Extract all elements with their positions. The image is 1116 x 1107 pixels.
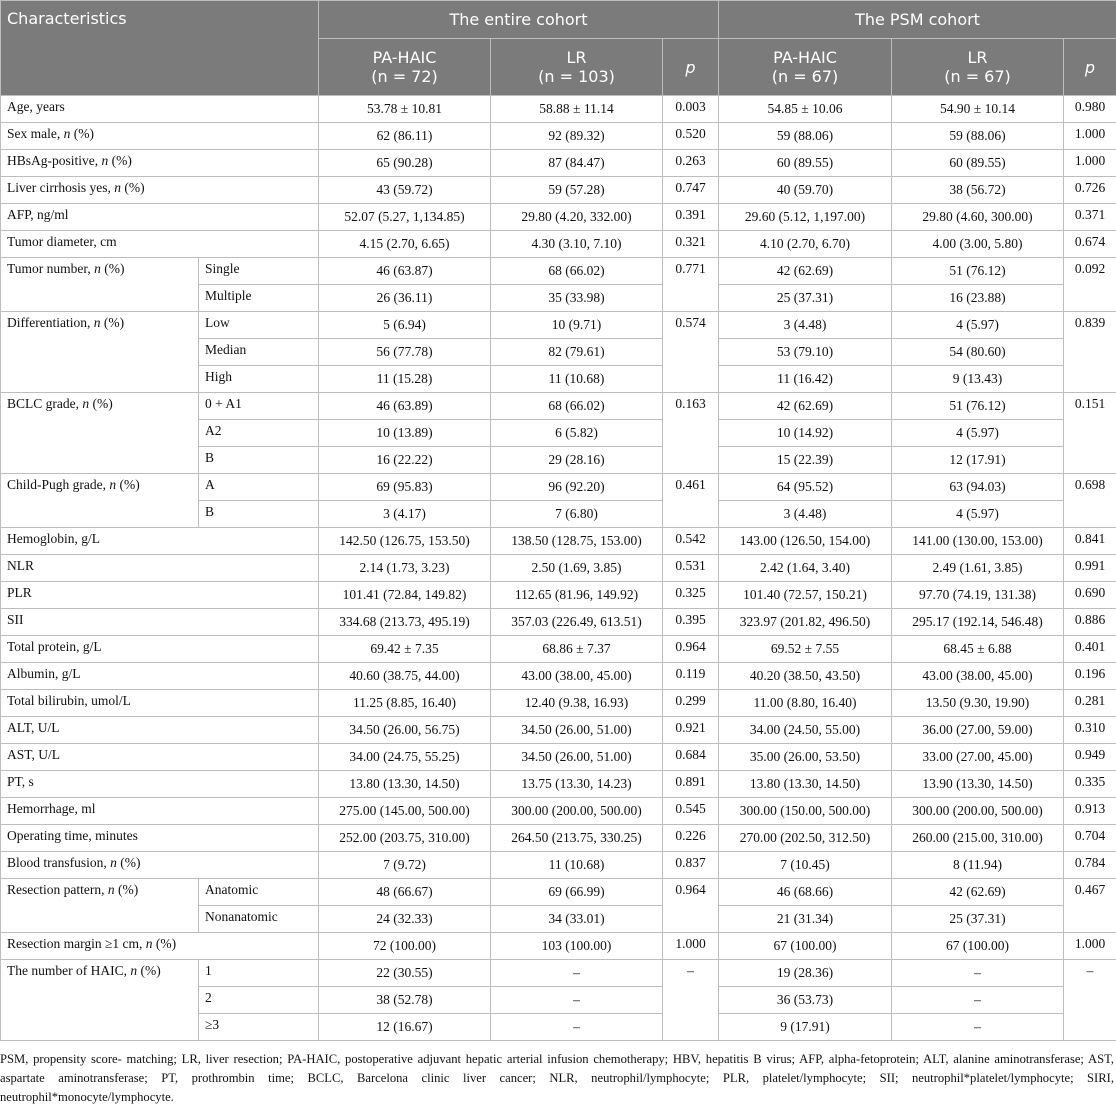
row-label: Total bilirubin, umol/L [1, 690, 319, 717]
value-entire-lr: 12.40 (9.38, 16.93) [491, 690, 663, 717]
value-psm-lr: 4.00 (3.00, 5.80) [892, 231, 1064, 258]
row-sublabel: A [199, 474, 319, 501]
value-entire-pa-haic: 2.14 (1.73, 3.23) [319, 555, 491, 582]
row-sublabel: A2 [199, 420, 319, 447]
p-value-entire: 0.226 [663, 825, 719, 852]
table-row [1, 150, 1116, 177]
value-psm-pa-haic: 25 (37.31) [719, 285, 892, 312]
value-entire-pa-haic: 4.15 (2.70, 6.65) [319, 231, 491, 258]
value-psm-lr: 300.00 (200.00, 500.00) [892, 798, 1064, 825]
p-value-psm: 0.839 [1064, 312, 1116, 393]
table-footnote: PSM, propensity score- matching; LR, liver resection; PA-HAIC, postoperative adjuvant hepatic arterial infusion chemotherapy; HBV, hepatitis B virus; AFP, alpha-fetoprotein; ALT, alanine aminotransferase; AST, aspartate aminotransferase; PT, prothrombin time; BCLC, Barcelona clinic liver cancer; NLR, neutrophil/lymphocyte; PLR, platelet/lymphocyte; SII; neutrophil*platelet/lymphocyte; SIRI, neutrophil*monocyte/lymphocyte. [0, 1050, 1116, 1107]
value-entire-pa-haic: 7 (9.72) [319, 852, 491, 879]
value-psm-lr: 97.70 (74.19, 131.38) [892, 582, 1064, 609]
value-entire-pa-haic: 11 (15.28) [319, 366, 491, 393]
row-label: NLR [1, 555, 319, 582]
value-psm-pa-haic: 11.00 (8.80, 16.40) [719, 690, 892, 717]
value-entire-pa-haic: 69 (95.83) [319, 474, 491, 501]
table-row [1, 636, 1116, 663]
value-psm-lr: – [892, 960, 1064, 987]
table-row [1, 933, 1116, 960]
value-psm-pa-haic: 36 (53.73) [719, 987, 892, 1014]
row-label: AFP, ng/ml [1, 204, 319, 231]
value-entire-pa-haic: 48 (66.67) [319, 879, 491, 906]
table-row [1, 690, 1116, 717]
p-value-psm: 0.196 [1064, 663, 1116, 690]
column-header-entire-pa-haic [319, 39, 491, 96]
row-label: Age, years [1, 96, 319, 123]
column-header-entire-p [663, 39, 719, 96]
value-psm-pa-haic: 60 (89.55) [719, 150, 892, 177]
table-row [1, 852, 1116, 879]
value-entire-lr: 34.50 (26.00, 51.00) [491, 744, 663, 771]
p-value-entire: 0.325 [663, 582, 719, 609]
table-row [1, 528, 1116, 555]
value-entire-lr: 68 (66.02) [491, 393, 663, 420]
value-entire-lr: 34 (33.01) [491, 906, 663, 933]
value-psm-lr: 63 (94.03) [892, 474, 1064, 501]
column-header-entire-lr [491, 39, 663, 96]
row-sublabel: ≥3 [199, 1014, 319, 1041]
column-header-name: PA-HAIC [725, 48, 885, 67]
value-entire-lr: 357.03 (226.49, 613.51) [491, 609, 663, 636]
p-value-psm: 0.784 [1064, 852, 1116, 879]
value-psm-lr: 38 (56.72) [892, 177, 1064, 204]
p-value-psm: 1.000 [1064, 123, 1116, 150]
value-entire-pa-haic: 3 (4.17) [319, 501, 491, 528]
value-psm-pa-haic: 40.20 (38.50, 43.50) [719, 663, 892, 690]
value-psm-lr: 29.80 (4.60, 300.00) [892, 204, 1064, 231]
value-psm-lr: 54.90 ± 10.14 [892, 96, 1064, 123]
value-psm-pa-haic: 42 (62.69) [719, 393, 892, 420]
value-psm-pa-haic: 101.40 (72.57, 150.21) [719, 582, 892, 609]
p-value-entire: 0.163 [663, 393, 719, 474]
value-psm-pa-haic: 11 (16.42) [719, 366, 892, 393]
value-entire-pa-haic: 5 (6.94) [319, 312, 491, 339]
value-psm-pa-haic: 64 (95.52) [719, 474, 892, 501]
table-row [1, 825, 1116, 852]
p-value-psm: 0.690 [1064, 582, 1116, 609]
value-entire-lr: 43.00 (38.00, 45.00) [491, 663, 663, 690]
value-entire-lr: 112.65 (81.96, 149.92) [491, 582, 663, 609]
p-value-psm: 0.371 [1064, 204, 1116, 231]
row-sublabel: Median [199, 339, 319, 366]
column-header-name: p [1070, 58, 1110, 77]
value-psm-pa-haic: 53 (79.10) [719, 339, 892, 366]
value-entire-pa-haic: 34.00 (24.75, 55.25) [319, 744, 491, 771]
value-entire-lr: 11 (10.68) [491, 366, 663, 393]
value-entire-lr: 29 (28.16) [491, 447, 663, 474]
value-entire-pa-haic: 62 (86.11) [319, 123, 491, 150]
value-psm-pa-haic: 46 (68.66) [719, 879, 892, 906]
value-entire-pa-haic: 40.60 (38.75, 44.00) [319, 663, 491, 690]
column-header-name: PA-HAIC [325, 48, 484, 67]
value-psm-lr: 68.45 ± 6.88 [892, 636, 1064, 663]
value-entire-lr: 10 (9.71) [491, 312, 663, 339]
p-value-entire: 0.574 [663, 312, 719, 393]
table-row [1, 474, 1116, 501]
p-value-psm: 0.991 [1064, 555, 1116, 582]
value-psm-pa-haic: 59 (88.06) [719, 123, 892, 150]
value-psm-lr: 141.00 (130.00, 153.00) [892, 528, 1064, 555]
table-body [1, 96, 1116, 1041]
row-label: Blood transfusion, n (%) [1, 852, 319, 879]
row-sublabel: Single [199, 258, 319, 285]
value-entire-pa-haic: 13.80 (13.30, 14.50) [319, 771, 491, 798]
column-header-name: LR [898, 48, 1057, 67]
column-header-n: (n = 67) [725, 67, 885, 86]
value-psm-lr: 9 (13.43) [892, 366, 1064, 393]
table-row [1, 555, 1116, 582]
header-entire-cohort: The entire cohort [319, 1, 719, 39]
value-entire-lr: 2.50 (1.69, 3.85) [491, 555, 663, 582]
value-entire-lr: 59 (57.28) [491, 177, 663, 204]
value-psm-lr: 295.17 (192.14, 546.48) [892, 609, 1064, 636]
row-label: Hemoglobin, g/L [1, 528, 319, 555]
value-psm-lr: – [892, 987, 1064, 1014]
value-entire-lr: 4.30 (3.10, 7.10) [491, 231, 663, 258]
row-label: AST, U/L [1, 744, 319, 771]
row-sublabel: 1 [199, 960, 319, 987]
value-psm-pa-haic: 34.00 (24.50, 55.00) [719, 717, 892, 744]
value-entire-pa-haic: 46 (63.89) [319, 393, 491, 420]
table-row [1, 582, 1116, 609]
value-entire-pa-haic: 65 (90.28) [319, 150, 491, 177]
p-value-psm: 1.000 [1064, 150, 1116, 177]
value-entire-lr: 300.00 (200.00, 500.00) [491, 798, 663, 825]
p-value-entire: 0.771 [663, 258, 719, 312]
value-entire-pa-haic: 12 (16.67) [319, 1014, 491, 1041]
value-entire-pa-haic: 275.00 (145.00, 500.00) [319, 798, 491, 825]
value-psm-lr: 4 (5.97) [892, 501, 1064, 528]
row-label: HBsAg-positive, n (%) [1, 150, 319, 177]
p-value-entire: 0.395 [663, 609, 719, 636]
table-row [1, 609, 1116, 636]
value-psm-lr: 51 (76.12) [892, 258, 1064, 285]
row-label: Liver cirrhosis yes, n (%) [1, 177, 319, 204]
table-row [1, 879, 1116, 906]
value-entire-pa-haic: 10 (13.89) [319, 420, 491, 447]
value-psm-pa-haic: 300.00 (150.00, 500.00) [719, 798, 892, 825]
value-entire-lr: 103 (100.00) [491, 933, 663, 960]
value-entire-lr: 68 (66.02) [491, 258, 663, 285]
value-psm-lr: 43.00 (38.00, 45.00) [892, 663, 1064, 690]
value-entire-pa-haic: 43 (59.72) [319, 177, 491, 204]
value-entire-lr: 96 (92.20) [491, 474, 663, 501]
value-psm-lr: 2.49 (1.61, 3.85) [892, 555, 1064, 582]
value-entire-lr: 87 (84.47) [491, 150, 663, 177]
p-value-entire: 0.321 [663, 231, 719, 258]
row-sublabel: B [199, 501, 319, 528]
value-entire-lr: – [491, 960, 663, 987]
value-entire-lr: 58.88 ± 11.14 [491, 96, 663, 123]
p-value-entire: 0.391 [663, 204, 719, 231]
value-psm-pa-haic: 67 (100.00) [719, 933, 892, 960]
row-sublabel: 2 [199, 987, 319, 1014]
value-entire-pa-haic: 34.50 (26.00, 56.75) [319, 717, 491, 744]
p-value-entire: 0.003 [663, 96, 719, 123]
p-value-psm: 0.949 [1064, 744, 1116, 771]
row-label: Sex male, n (%) [1, 123, 319, 150]
value-psm-lr: 25 (37.31) [892, 906, 1064, 933]
value-entire-lr: 138.50 (128.75, 153.00) [491, 528, 663, 555]
row-label: BCLC grade, n (%) [1, 393, 199, 474]
row-label: Tumor number, n (%) [1, 258, 199, 312]
column-header-n: (n = 72) [325, 67, 484, 86]
value-entire-lr: 35 (33.98) [491, 285, 663, 312]
column-header-psm-pa-haic [719, 39, 892, 96]
row-sublabel: Nonanatomic [199, 906, 319, 933]
value-entire-lr: 92 (89.32) [491, 123, 663, 150]
table-row [1, 312, 1116, 339]
column-header-psm-lr [892, 39, 1064, 96]
value-psm-pa-haic: 21 (31.34) [719, 906, 892, 933]
p-value-psm: 1.000 [1064, 933, 1116, 960]
value-psm-lr: 8 (11.94) [892, 852, 1064, 879]
row-label: Child-Pugh grade, n (%) [1, 474, 199, 528]
row-sublabel: High [199, 366, 319, 393]
value-entire-pa-haic: 69.42 ± 7.35 [319, 636, 491, 663]
column-header-name: p [669, 58, 712, 77]
value-entire-lr: – [491, 987, 663, 1014]
column-header-name: LR [497, 48, 656, 67]
row-label: The number of HAIC, n (%) [1, 960, 199, 1041]
value-psm-pa-haic: 3 (4.48) [719, 312, 892, 339]
table-row [1, 744, 1116, 771]
row-sublabel: Multiple [199, 285, 319, 312]
value-entire-lr: 68.86 ± 7.37 [491, 636, 663, 663]
row-label: Hemorrhage, ml [1, 798, 319, 825]
table-row [1, 798, 1116, 825]
p-value-psm: – [1064, 960, 1116, 1041]
p-value-entire: 0.684 [663, 744, 719, 771]
value-psm-pa-haic: 10 (14.92) [719, 420, 892, 447]
p-value-psm: 0.151 [1064, 393, 1116, 474]
table-row [1, 258, 1116, 285]
value-entire-lr: 7 (6.80) [491, 501, 663, 528]
p-value-entire: 0.461 [663, 474, 719, 528]
p-value-entire: 0.964 [663, 636, 719, 663]
value-entire-lr: 34.50 (26.00, 51.00) [491, 717, 663, 744]
row-label: PT, s [1, 771, 319, 798]
value-entire-pa-haic: 142.50 (126.75, 153.50) [319, 528, 491, 555]
value-entire-pa-haic: 56 (77.78) [319, 339, 491, 366]
row-sublabel: Anatomic [199, 879, 319, 906]
value-psm-lr: 4 (5.97) [892, 420, 1064, 447]
value-entire-lr: 29.80 (4.20, 332.00) [491, 204, 663, 231]
value-entire-lr: 82 (79.61) [491, 339, 663, 366]
value-psm-pa-haic: 29.60 (5.12, 1,197.00) [719, 204, 892, 231]
value-entire-pa-haic: 52.07 (5.27, 1,134.85) [319, 204, 491, 231]
value-entire-lr: 11 (10.68) [491, 852, 663, 879]
p-value-entire: 0.299 [663, 690, 719, 717]
value-psm-pa-haic: 3 (4.48) [719, 501, 892, 528]
value-psm-pa-haic: 323.97 (201.82, 496.50) [719, 609, 892, 636]
value-entire-pa-haic: 53.78 ± 10.81 [319, 96, 491, 123]
p-value-psm: 0.726 [1064, 177, 1116, 204]
row-sublabel: B [199, 447, 319, 474]
value-psm-lr: 54 (80.60) [892, 339, 1064, 366]
row-label: Resection margin ≥1 cm, n (%) [1, 933, 319, 960]
p-value-entire: 0.542 [663, 528, 719, 555]
table-row [1, 771, 1116, 798]
value-psm-pa-haic: 54.85 ± 10.06 [719, 96, 892, 123]
value-psm-pa-haic: 270.00 (202.50, 312.50) [719, 825, 892, 852]
row-sublabel: 0 + A1 [199, 393, 319, 420]
value-entire-lr: 6 (5.82) [491, 420, 663, 447]
p-value-entire: 0.921 [663, 717, 719, 744]
value-entire-lr: 69 (66.99) [491, 879, 663, 906]
p-value-psm: 0.401 [1064, 636, 1116, 663]
row-label: Operating time, minutes [1, 825, 319, 852]
table-row [1, 123, 1116, 150]
value-psm-pa-haic: 42 (62.69) [719, 258, 892, 285]
row-label: Differentiation, n (%) [1, 312, 199, 393]
value-psm-lr: 59 (88.06) [892, 123, 1064, 150]
p-value-entire: 1.000 [663, 933, 719, 960]
p-value-psm: 0.980 [1064, 96, 1116, 123]
row-label: Total protein, g/L [1, 636, 319, 663]
table-row [1, 204, 1116, 231]
p-value-psm: 0.335 [1064, 771, 1116, 798]
table-row [1, 663, 1116, 690]
p-value-entire: 0.119 [663, 663, 719, 690]
value-entire-lr: 264.50 (213.75, 330.25) [491, 825, 663, 852]
column-header-n: (n = 67) [898, 67, 1057, 86]
value-psm-pa-haic: 13.80 (13.30, 14.50) [719, 771, 892, 798]
value-entire-pa-haic: 26 (36.11) [319, 285, 491, 312]
header-characteristics: Characteristics [1, 1, 319, 96]
p-value-entire: 0.964 [663, 879, 719, 933]
value-psm-lr: 33.00 (27.00, 45.00) [892, 744, 1064, 771]
p-value-entire: – [663, 960, 719, 1041]
p-value-psm: 0.674 [1064, 231, 1116, 258]
value-psm-lr: 16 (23.88) [892, 285, 1064, 312]
value-entire-lr: – [491, 1014, 663, 1041]
value-psm-pa-haic: 143.00 (126.50, 154.00) [719, 528, 892, 555]
table-row [1, 717, 1116, 744]
header-psm-cohort: The PSM cohort [719, 1, 1116, 39]
value-psm-pa-haic: 19 (28.36) [719, 960, 892, 987]
value-psm-lr: – [892, 1014, 1064, 1041]
p-value-entire: 0.891 [663, 771, 719, 798]
value-entire-lr: 13.75 (13.30, 14.23) [491, 771, 663, 798]
value-psm-lr: 260.00 (215.00, 310.00) [892, 825, 1064, 852]
p-value-psm: 0.467 [1064, 879, 1116, 933]
value-entire-pa-haic: 24 (32.33) [319, 906, 491, 933]
row-sublabel: Low [199, 312, 319, 339]
value-psm-pa-haic: 15 (22.39) [719, 447, 892, 474]
value-psm-lr: 67 (100.00) [892, 933, 1064, 960]
value-psm-pa-haic: 40 (59.70) [719, 177, 892, 204]
value-entire-pa-haic: 11.25 (8.85, 16.40) [319, 690, 491, 717]
p-value-psm: 0.913 [1064, 798, 1116, 825]
value-psm-pa-haic: 9 (17.91) [719, 1014, 892, 1041]
row-label: ALT, U/L [1, 717, 319, 744]
value-entire-pa-haic: 38 (52.78) [319, 987, 491, 1014]
value-entire-pa-haic: 22 (30.55) [319, 960, 491, 987]
value-psm-pa-haic: 69.52 ± 7.55 [719, 636, 892, 663]
value-psm-pa-haic: 2.42 (1.64, 3.40) [719, 555, 892, 582]
value-entire-pa-haic: 334.68 (213.73, 495.19) [319, 609, 491, 636]
table-row [1, 96, 1116, 123]
row-label: Resection pattern, n (%) [1, 879, 199, 933]
table-row [1, 393, 1116, 420]
table-row [1, 177, 1116, 204]
value-entire-pa-haic: 46 (63.87) [319, 258, 491, 285]
value-entire-pa-haic: 101.41 (72.84, 149.82) [319, 582, 491, 609]
value-psm-lr: 13.90 (13.30, 14.50) [892, 771, 1064, 798]
value-psm-lr: 4 (5.97) [892, 312, 1064, 339]
table-row [1, 231, 1116, 258]
value-psm-lr: 12 (17.91) [892, 447, 1064, 474]
p-value-psm: 0.281 [1064, 690, 1116, 717]
p-value-psm: 0.310 [1064, 717, 1116, 744]
p-value-psm: 0.698 [1064, 474, 1116, 528]
p-value-entire: 0.531 [663, 555, 719, 582]
row-label: SII [1, 609, 319, 636]
value-psm-lr: 60 (89.55) [892, 150, 1064, 177]
row-label: Tumor diameter, cm [1, 231, 319, 258]
value-entire-pa-haic: 252.00 (203.75, 310.00) [319, 825, 491, 852]
p-value-psm: 0.704 [1064, 825, 1116, 852]
table-row [1, 960, 1116, 987]
value-psm-lr: 51 (76.12) [892, 393, 1064, 420]
row-label: PLR [1, 582, 319, 609]
value-psm-lr: 36.00 (27.00, 59.00) [892, 717, 1064, 744]
value-psm-pa-haic: 7 (10.45) [719, 852, 892, 879]
p-value-psm: 0.841 [1064, 528, 1116, 555]
value-entire-pa-haic: 72 (100.00) [319, 933, 491, 960]
value-psm-pa-haic: 4.10 (2.70, 6.70) [719, 231, 892, 258]
p-value-psm: 0.886 [1064, 609, 1116, 636]
row-label: Albumin, g/L [1, 663, 319, 690]
value-psm-lr: 13.50 (9.30, 19.90) [892, 690, 1064, 717]
value-psm-lr: 42 (62.69) [892, 879, 1064, 906]
p-value-psm: 0.092 [1064, 258, 1116, 312]
column-header-n: (n = 103) [497, 67, 656, 86]
column-header-psm-p [1064, 39, 1116, 96]
p-value-entire: 0.520 [663, 123, 719, 150]
p-value-entire: 0.837 [663, 852, 719, 879]
value-psm-pa-haic: 35.00 (26.00, 53.50) [719, 744, 892, 771]
p-value-entire: 0.545 [663, 798, 719, 825]
p-value-entire: 0.747 [663, 177, 719, 204]
p-value-entire: 0.263 [663, 150, 719, 177]
value-entire-pa-haic: 16 (22.22) [319, 447, 491, 474]
